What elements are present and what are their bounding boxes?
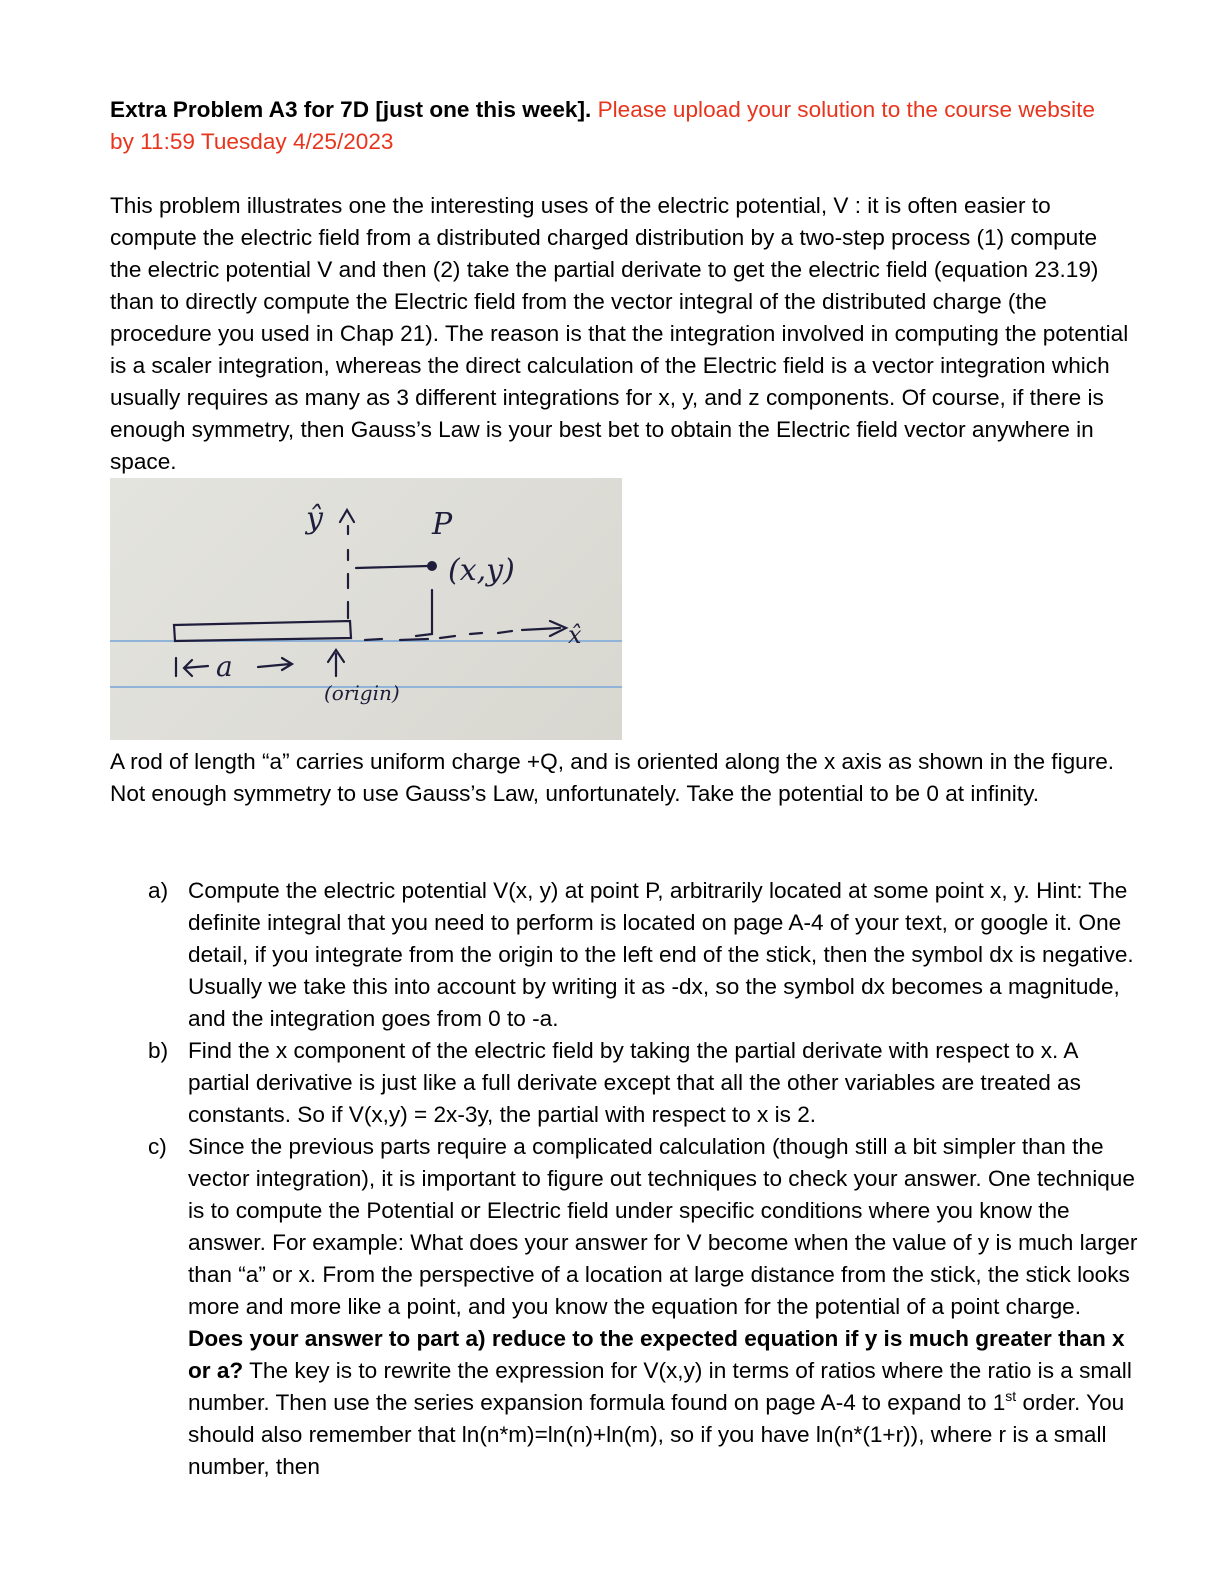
origin-pointer-arrow	[328, 650, 344, 676]
question-bold-prompt: Does your answer to part a) reduce to the expected equation if y is much greater than x or a?	[188, 1326, 1125, 1383]
rod-diagram	[110, 478, 622, 740]
rod-diagram-photo	[110, 478, 622, 740]
question-item-a	[148, 875, 1138, 1035]
point-p-label: P	[432, 507, 453, 542]
question-list	[148, 875, 1138, 1483]
origin-label: (origin)	[324, 681, 400, 705]
charged-rod	[174, 621, 351, 641]
question-text-end: order. You should also remember that ln(n*m)=ln(n)+ln(m), so if you have ln(n*(1+r)), where r is a small number, then	[188, 1390, 1125, 1479]
x-projection-line	[356, 566, 428, 568]
question-text: Since the previous parts require a complicated calculation (though still a bit simpler than the vector integration), it is important to figure out techniques to check your answer. One technique is to compute the Potential or Electric field under specific conditions where you know the answer. For example: What does your answer for V become when the value of y is much larger than “a” or x. From the perspective of a location at large distance from the stick, the stick looks more and more like a point, and you know the equation for the potential of a point charge.	[188, 1134, 1138, 1319]
x-axis-dashed	[365, 628, 560, 640]
question-item-c	[148, 1131, 1138, 1483]
point-p-coordinates: (x,y)	[448, 553, 515, 588]
x-axis-label: x̂	[568, 621, 582, 649]
length-left-arrow	[184, 660, 208, 676]
y-projection-line	[416, 590, 432, 636]
question-text: Find the x component of the electric field by taking the partial derivate with respect to x. A partial derivative is just like a full derivate except that all the other variables are treated as constants. So if V(x,y) = 2x-3y, the partial with respect to x is 2.	[188, 1038, 1081, 1127]
submission-deadline: Please upload your solution to the course website by 11:59 Tuesday 4/25/2023	[110, 97, 1095, 154]
question-text-continued: The key is to rewrite the expression for V(x,y) in terms of ratios where the ratio is a small number. Then use the series expansion formula found on page A-4 to expand to 1	[188, 1358, 1132, 1415]
question-marker: a)	[148, 878, 169, 903]
point-p-dot	[427, 561, 437, 571]
intro-paragraph: This problem illustrates one the interesting uses of the electric potential, V : it is often easier to compute the electric field from a distributed charged distribution by a two-step process (1) compute the electric potential V and then (2) take the partial derivate to get the electric field (equation 23.19) than to directly compute the Electric field from the vector integral of the distributed charge (the procedure you used in Chap 21). The reason is that the integration involved in computing the potential is a scaler integration, whereas the direct calculation of the Electric field is a vector integration which usually requires as many as 3 different integrations for x, y, and z components. Of course, if there is enough symmetry, then Gauss’s Law is your best bet to obtain the Electric field vector anywhere in space.	[110, 193, 1129, 474]
length-right-arrow	[258, 658, 292, 670]
question-text: Compute the electric potential V(x, y) at point P, arbitrarily located at some point x, y. Hint: The definite integral that you need to perform is located on page A-4 of your text, or google it. One detail, if you integrate from the origin to the left end of the stick, then the symbol dx is negative. Usually we take this into account by writing it as -dx, so the symbol dx becomes a magnitude, and the integration goes from 0 to -a.	[188, 878, 1134, 1031]
question-marker: c)	[148, 1134, 167, 1159]
question-marker: b)	[148, 1038, 169, 1063]
problem-title-bold: Extra Problem A3 for 7D [just one this week].	[110, 97, 592, 122]
y-axis-arrowhead	[340, 510, 354, 522]
problem-title	[110, 94, 1120, 158]
y-axis-label: ŷ	[306, 501, 323, 536]
question-item-b	[148, 1035, 1138, 1131]
length-label: a	[216, 650, 233, 683]
figure-caption: A rod of length “a” carries uniform charge +Q, and is oriented along the x axis as shown in the figure. Not enough symmetry to use Gauss’s Law, unfortunately. Take the potential to be 0 at infinity.	[110, 749, 1115, 806]
ordinal-suffix: st	[1005, 1388, 1017, 1404]
